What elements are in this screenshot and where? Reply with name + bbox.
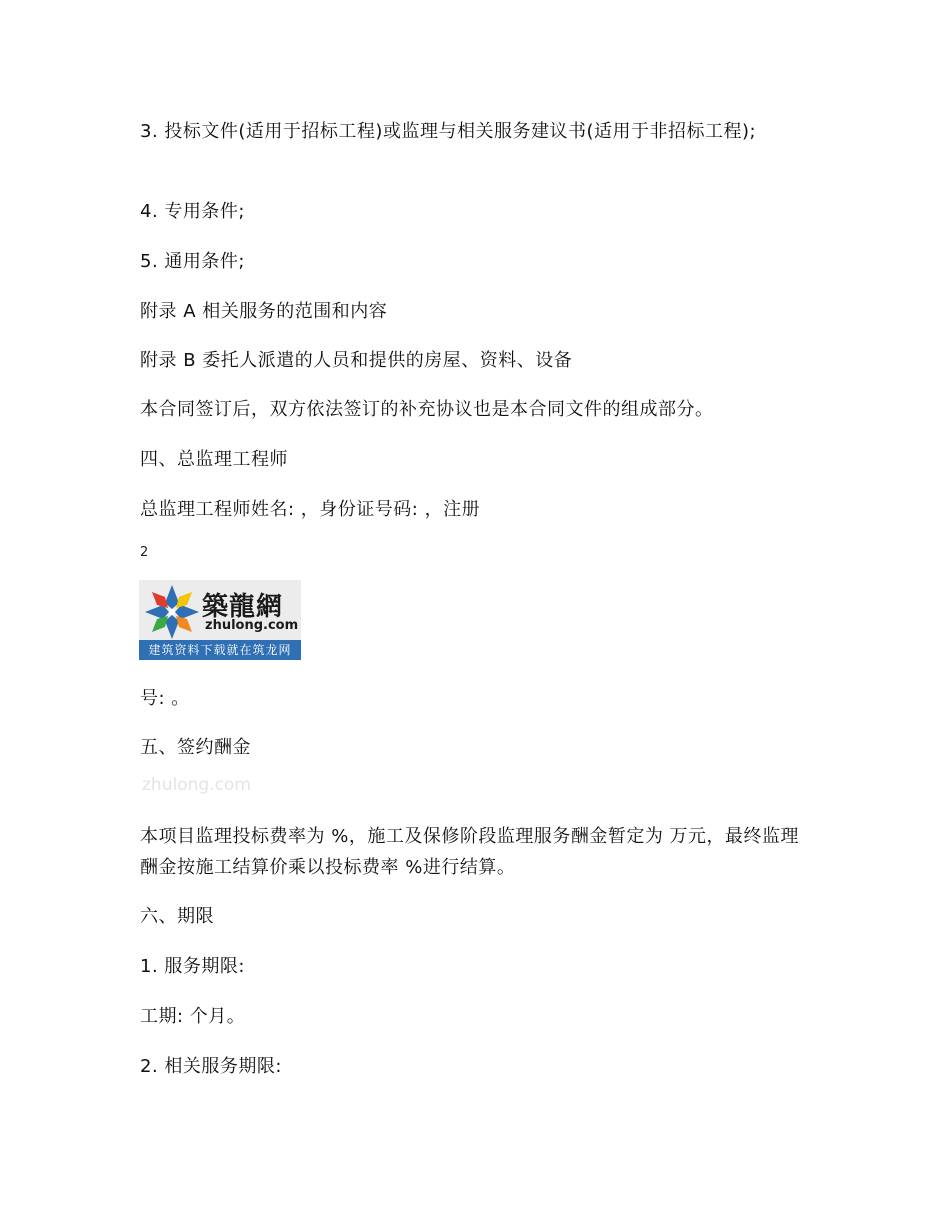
paragraph-registration-number: 号: 。 xyxy=(140,688,190,709)
logo-domain: zhulong.com xyxy=(205,618,299,633)
page-number: 2 xyxy=(140,545,149,560)
section-heading-5: 五、签约酬金 xyxy=(140,737,251,758)
paragraph-supplement: 本合同签订后，双方依法签订的补充协议也是本合同文件的组成部分。 xyxy=(140,399,714,420)
paragraph-fee: 本项目监理投标费率为 %，施工及保修阶段监理服务酬金暂定为 万元，最终监理酬金按施工结算价乘以投标费率 %进行结算。 xyxy=(140,826,800,878)
paragraph-appendix-a: 附录 A 相关服务的范围和内容 xyxy=(140,301,388,322)
paragraph-related-period: 2. 相关服务期限: xyxy=(140,1056,282,1077)
paragraph-service-period: 1. 服务期限: xyxy=(140,956,245,977)
section-heading-4: 四、总监理工程师 xyxy=(140,449,288,470)
watermark: zhulong.com xyxy=(142,775,251,795)
paragraph-item-3: 3. 投标文件(适用于招标工程)或监理与相关服务建议书(适用于非招标工程); xyxy=(140,121,757,142)
logo-name: 築龍網 xyxy=(202,592,284,622)
paragraph-duration: 工期: 个月。 xyxy=(140,1006,246,1027)
paragraph-item-5: 5. 通用条件; xyxy=(140,251,245,272)
paragraph-chief-engineer: 总监理工程师姓名: ，身份证号码: ，注册 xyxy=(140,499,481,520)
flower-logo-icon xyxy=(143,583,201,641)
paragraph-item-4: 4. 专用条件; xyxy=(140,201,245,222)
paragraph-appendix-b: 附录 B 委托人派遣的人员和提供的房屋、资料、设备 xyxy=(140,350,573,371)
zhulong-logo xyxy=(139,580,301,660)
section-heading-6: 六、期限 xyxy=(140,906,214,927)
logo-slogan: 建筑资料下载就在筑龙网 xyxy=(139,640,301,660)
